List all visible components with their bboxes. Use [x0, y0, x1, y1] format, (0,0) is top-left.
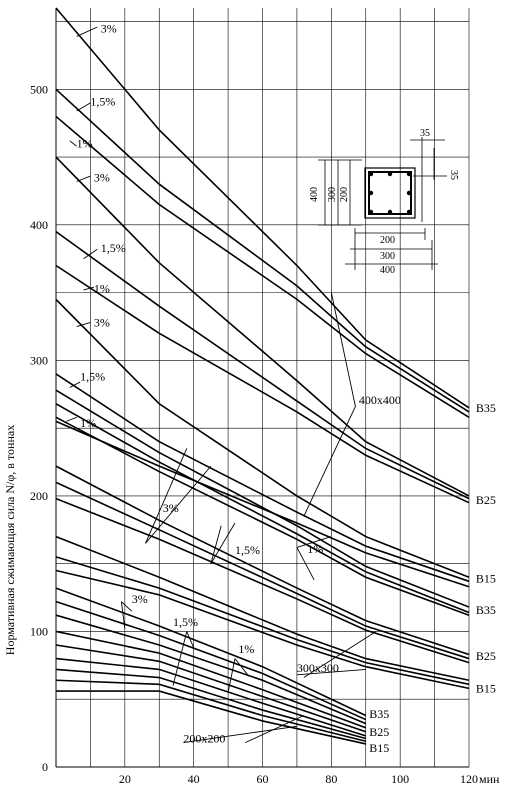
rebar-dot [388, 210, 392, 214]
rebar-dot [369, 191, 373, 195]
section-core [369, 172, 411, 214]
label-1-5pct: 1,5% [90, 94, 116, 109]
label-1pct: 1% [76, 136, 93, 151]
label-B15: B15 [475, 571, 496, 586]
dim-label-35-top: 35 [420, 128, 430, 139]
rebar-dot [407, 210, 411, 214]
y-tick-label: 200 [30, 488, 48, 503]
x-tick-label: 120 [460, 772, 478, 786]
label-1-5pct: 1,5% [173, 615, 199, 630]
leader-line [121, 602, 131, 611]
label-B25: B25 [475, 493, 496, 508]
x-tick-label: 60 [256, 772, 269, 786]
dim-label-200-bottom: 200 [380, 235, 395, 246]
label-B15: B15 [369, 741, 390, 756]
rebar-dot [407, 172, 411, 176]
y-tick-label: 0 [42, 760, 48, 774]
rebar-dot [369, 172, 373, 176]
label-1pct: 1% [93, 281, 110, 296]
leader-line [331, 293, 355, 407]
label-3pct: 3% [162, 501, 179, 516]
label-3pct: 3% [100, 21, 117, 36]
x-tick-label: 80 [325, 772, 338, 786]
label-B25: B25 [369, 724, 390, 739]
dim-label-300-bottom: 300 [380, 251, 395, 262]
dim-label-400-left: 400 [309, 187, 320, 202]
label-B25: B25 [475, 648, 496, 663]
series-line-200x200-B25-15 [56, 645, 366, 732]
x-tick-label: 20 [118, 772, 131, 786]
leader-line [77, 176, 91, 181]
chart-grid [56, 8, 469, 767]
label-1pct: 1% [307, 541, 324, 556]
label-B35: B35 [369, 707, 390, 722]
label-1-5pct: 1,5% [234, 543, 260, 558]
x-tick-label: 100 [391, 772, 410, 786]
leader-line [77, 103, 91, 111]
y-tick-label: 100 [30, 624, 48, 639]
y-tick-label: 400 [30, 217, 48, 232]
x-axis-unit: мин [479, 772, 500, 786]
label-400x400: 400x400 [358, 392, 401, 407]
rebar-dot [407, 191, 411, 195]
label-B35: B35 [475, 602, 496, 617]
leader-line [70, 141, 77, 146]
label-1-5pct: 1,5% [80, 369, 106, 384]
label-3pct: 3% [131, 592, 148, 607]
dim-label-35-side: 35 [448, 170, 459, 180]
rebar-dots [369, 172, 411, 214]
dim-label-400-bottom: 400 [380, 265, 395, 276]
y-tick-label: 300 [30, 353, 48, 368]
rebar-dot [388, 172, 392, 176]
x-tick-label: 40 [187, 772, 200, 786]
label-3pct: 3% [93, 315, 110, 330]
label-200x200: 200x200 [183, 731, 226, 746]
label-B15: B15 [475, 681, 496, 696]
leader-line [66, 417, 76, 421]
label-1-5pct: 1,5% [100, 240, 126, 255]
dim-label-200-left: 200 [339, 187, 350, 202]
dim-label-300-left: 300 [327, 187, 338, 202]
leader-line [245, 715, 304, 742]
y-axis-label: Нормативная сжимающая сила N/φ, в тоннах [3, 424, 17, 656]
label-B35: B35 [475, 400, 496, 415]
chart-axes [30, 8, 478, 786]
leader-line [121, 602, 124, 629]
rebar-dot [369, 210, 373, 214]
leader-line [211, 523, 235, 564]
annotation-leaders [66, 27, 376, 743]
label-300x300: 300x300 [296, 661, 339, 676]
y-tick-label: 500 [30, 82, 48, 97]
label-1pct: 1% [238, 642, 255, 657]
leader-line [77, 27, 98, 36]
label-1pct: 1% [80, 415, 97, 430]
label-3pct: 3% [93, 170, 110, 185]
annotation-labels [77, 21, 496, 755]
